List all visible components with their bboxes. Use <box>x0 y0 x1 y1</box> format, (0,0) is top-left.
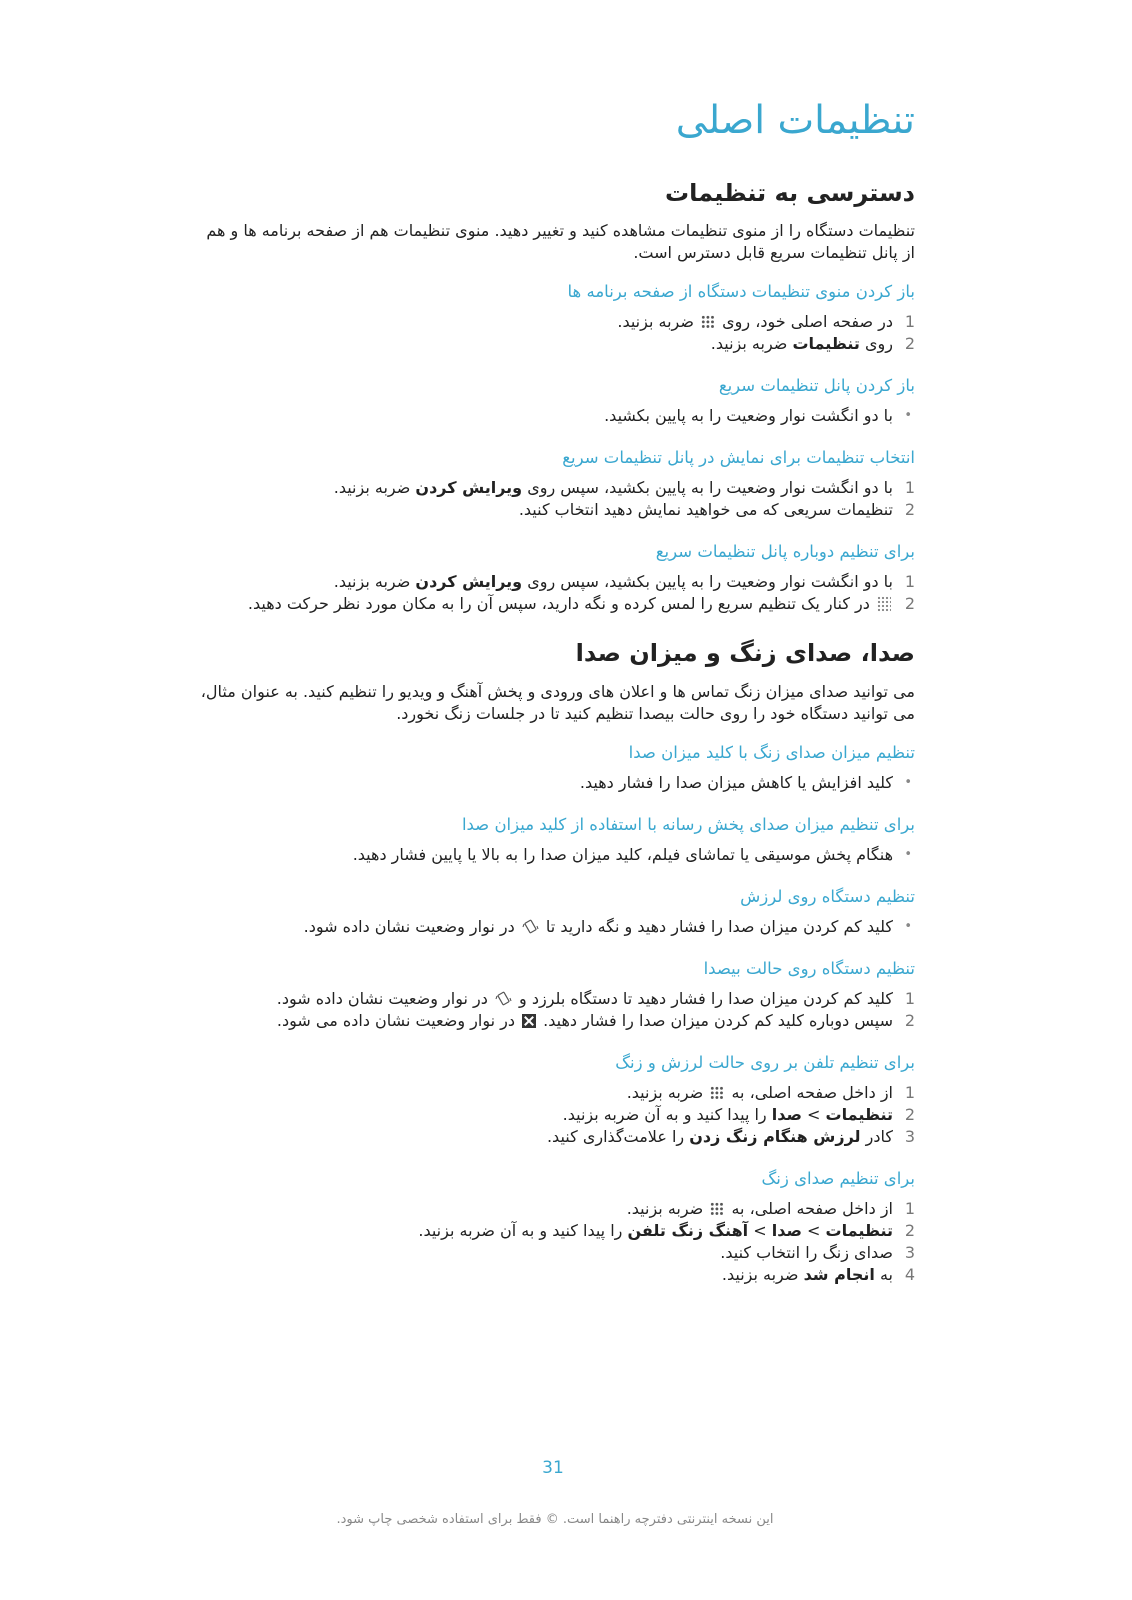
section-heading-sound: صدا، صدای زنگ و میزان صدا <box>575 639 915 668</box>
page-title: تنظیمات اصلی <box>675 98 915 143</box>
step-item: 2 تنظیمات > صدا را پیدا کنید و به آن ضربه بزنید. <box>562 1104 915 1124</box>
step-item: 2 در کنار یک تنظیم سریع را لمس کرده و نگه دارید، سپس آن را به مکان مورد نظر حرکت دهید. <box>247 594 915 614</box>
step-number: 2 <box>904 500 915 520</box>
section-paragraph: تنظیمات دستگاه را از منوی تنظیمات مشاهده کنید و تغییر دهید. منوی تنظیمات هم از صفحه برنامه ها و هم از پانل تنظیمات سریع قابل دسترس است. <box>206 221 915 263</box>
subheading: باز کردن پانل تنظیمات سریع <box>718 376 915 396</box>
instruction-block <box>195 814 915 866</box>
page-number: 31 <box>542 1458 564 1478</box>
step-number: 1 <box>904 312 915 332</box>
step-number: 1 <box>904 1082 915 1102</box>
subheading: تنظیم دستگاه روی حالت بیصدا <box>703 958 915 978</box>
step-number: 2 <box>904 1010 915 1030</box>
instruction-block <box>195 281 915 355</box>
section-paragraph: می توانید صدای میزان زنگ تماس ها و اعلان های ورودی و پخش آهنگ و ویدیو را تنظیم کنید. به عنوان مثال، می توانید دستگاه خود را روی حالت بیصدا تنظیم کنید تا در جلسات زنگ نخورد. <box>200 681 915 723</box>
bullet-list <box>195 916 915 938</box>
step-list <box>195 1082 915 1148</box>
subheading: تنظیم میزان صدای زنگ با کلید میزان صدا <box>628 742 915 762</box>
apps-grid-icon <box>701 315 715 329</box>
bullet-item: • کلید کم کردن میزان صدا را فشار دهید و نگه دارید تا در نوار وضعیت نشان داده شود. <box>303 916 912 936</box>
step-number: 2 <box>904 594 915 614</box>
step-item: 1 از داخل صفحه اصلی، به ضربه بزنید. <box>626 1082 915 1102</box>
step-item: 2 روی تنظیمات ضربه بزنید. <box>710 334 915 354</box>
instruction-block <box>195 541 915 615</box>
instruction-block <box>195 886 915 938</box>
vibrate-icon <box>522 918 539 935</box>
apps-grid-icon <box>710 1202 724 1216</box>
mute-icon <box>522 1014 536 1028</box>
step-item: 4 به انجام شد ضربه بزنید. <box>721 1264 915 1284</box>
bullet-item: • هنگام پخش موسیقی یا تماشای فیلم، کلید میزان صدا را به بالا یا پایین فشار دهید. <box>352 844 912 864</box>
step-item: 1 با دو انگشت نوار وضعیت را به پایین بکشید، سپس روی ویرایش کردن ضربه بزنید. <box>333 478 915 498</box>
step-list <box>195 988 915 1032</box>
step-list <box>195 1198 915 1286</box>
subheading: برای تنظیم دوباره پانل تنظیمات سریع <box>655 542 915 562</box>
apps-grid-icon <box>710 1086 724 1100</box>
bullet-item: • کلید افزایش یا کاهش میزان صدا را فشار دهید. <box>579 772 912 792</box>
bullet-list <box>195 405 915 427</box>
step-number: 1 <box>904 988 915 1008</box>
step-number: 1 <box>904 1198 915 1218</box>
step-number: 2 <box>904 334 915 354</box>
step-number: 4 <box>904 1264 915 1284</box>
instruction-block <box>195 958 915 1032</box>
instruction-block <box>195 1052 915 1148</box>
bullet-item: • با دو انگشت نوار وضعیت را به پایین بکشید. <box>604 406 912 426</box>
instruction-block <box>195 375 915 427</box>
step-item: 1 در صفحه اصلی خود، روی ضربه بزنید. <box>617 312 915 332</box>
step-item: 1 کلید کم کردن میزان صدا را فشار دهید تا دستگاه بلرزد و در نوار وضعیت نشان داده شود. <box>276 988 915 1008</box>
step-number: 1 <box>904 572 915 592</box>
step-item: 1 از داخل صفحه اصلی، به ضربه بزنید. <box>626 1198 915 1218</box>
step-item: 2 تنظیمات > صدا > آهنگ زنگ تلفن را پیدا کنید و به آن ضربه بزنید. <box>418 1220 915 1240</box>
step-number: 2 <box>904 1220 915 1240</box>
section-heading-settings-access: دسترسی به تنظیمات <box>664 178 915 207</box>
instruction-block <box>195 742 915 794</box>
subheading: برای تنظیم صدای زنگ <box>761 1168 915 1188</box>
bullet-list <box>195 844 915 866</box>
step-item: 2 سپس دوباره کلید کم کردن میزان صدا را فشار دهید. در نوار وضعیت نشان داده می شود. <box>276 1010 915 1030</box>
subheading: تنظیم دستگاه روی لرزش <box>740 886 915 906</box>
subheading: باز کردن منوی تنظیمات دستگاه از صفحه برنامه ها <box>567 282 915 302</box>
vibrate-icon <box>495 990 512 1007</box>
instruction-block <box>195 1168 915 1286</box>
step-number: 1 <box>904 478 915 498</box>
step-list <box>195 477 915 521</box>
drag-handle-icon <box>877 596 891 612</box>
bullet-marker: • <box>904 918 912 934</box>
subheading: برای تنظیم میزان صدای پخش رسانه با استفاده از کلید میزان صدا <box>461 814 915 834</box>
step-number: 2 <box>904 1104 915 1124</box>
step-number: 3 <box>904 1242 915 1262</box>
bullet-marker: • <box>904 774 912 790</box>
step-item: 3 کادر لرزش هنگام زنگ زدن را علامت‌گذاری کنید. <box>546 1126 915 1146</box>
step-list <box>195 311 915 355</box>
step-item: 3 صدای زنگ را انتخاب کنید. <box>720 1242 915 1262</box>
step-item: 1 با دو انگشت نوار وضعیت را به پایین بکشید، سپس روی ویرایش کردن ضربه بزنید. <box>333 572 915 592</box>
subheading: انتخاب تنظیمات برای نمایش در پانل تنظیمات سریع <box>562 448 915 468</box>
subheading: برای تنظیم تلفن بر روی حالت لرزش و زنگ <box>615 1052 915 1072</box>
step-list <box>195 571 915 615</box>
step-number: 3 <box>904 1126 915 1146</box>
bullet-marker: • <box>904 846 912 862</box>
page-content <box>195 96 915 1306</box>
instruction-block <box>195 447 915 521</box>
bullet-marker: • <box>904 408 912 424</box>
bullet-list <box>195 772 915 794</box>
page-footer: این نسخه اینترنتی دفترچه راهنما است. © فقط برای استفاده شخصی چاپ شود. <box>336 1512 774 1527</box>
step-item: 2 تنظیمات سریعی که می خواهید نمایش دهید انتخاب کنید. <box>518 500 915 520</box>
